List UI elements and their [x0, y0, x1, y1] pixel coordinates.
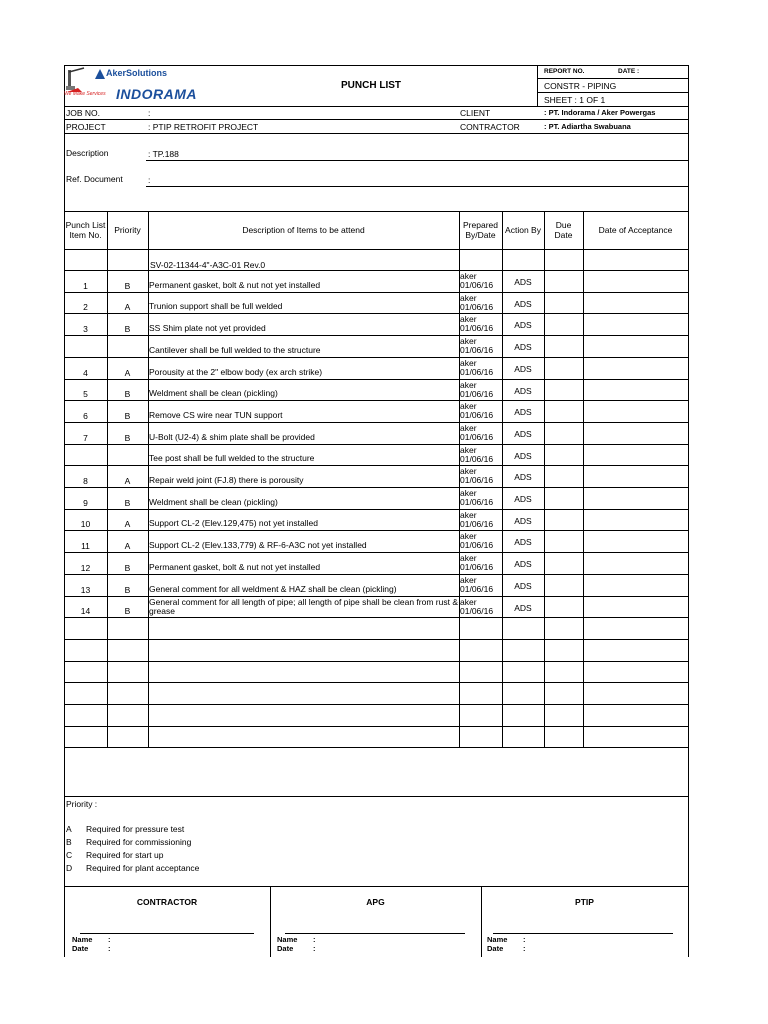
table-row-line — [64, 661, 689, 662]
row-item-no: 11 — [81, 541, 90, 551]
table-row-line — [64, 747, 689, 748]
contractor-date-label: Date — [72, 944, 89, 953]
row-description: U-Bolt (U2-4) & shim plate shall be provided — [149, 432, 315, 442]
aker-logo-text: AkerSolutions — [106, 68, 168, 78]
job-no-label: JOB NO. — [66, 108, 101, 118]
row-prepared-date: 01/06/16 — [460, 540, 494, 550]
legend-code: A — [66, 824, 72, 834]
project-value: : PTIP RETROFIT PROJECT — [148, 122, 259, 132]
row-action-by: ADS — [514, 516, 532, 526]
signature-top-line — [64, 886, 689, 887]
sheet-label: SHEET : 1 OF 1 — [544, 95, 606, 105]
row-action-by: ADS — [514, 407, 532, 417]
row-item-no: 8 — [83, 476, 88, 486]
row-action-by: ADS — [514, 299, 532, 309]
row-description: General comment for all length of pipe; all length of pipe shall be clean from rust & grease — [149, 597, 459, 616]
row-description: Permanent gasket, bolt & nut not yet installed — [149, 562, 321, 572]
row-prepared-date: 01/06/16 — [460, 475, 494, 485]
row-description: Cantilever shall be full welded to the structure — [149, 345, 321, 355]
contractor-name-label: Name — [72, 935, 93, 944]
row-action-by: ADS — [514, 320, 532, 330]
signature-contractor-title: CONTRACTOR — [136, 897, 198, 907]
table-row-line — [64, 639, 689, 640]
row-description: Support CL-2 (Elev.133,779) & RF-6-A3C not yet installed — [149, 540, 367, 550]
row-priority: B — [124, 389, 131, 399]
job-no-value: : — [148, 108, 151, 118]
row-prepared-by: aker — [460, 380, 477, 390]
signature-ptip-title: PTIP — [575, 897, 594, 907]
report-no-label: REPORT NO. — [544, 68, 585, 75]
row-priority: B — [124, 606, 131, 616]
row-prepared-date: 01/06/16 — [460, 302, 494, 312]
row-item-no: 5 — [83, 389, 88, 399]
table-row-line — [64, 335, 689, 336]
header-prepared: Prepared By/Date — [463, 220, 498, 240]
table-row-line — [64, 357, 689, 358]
ptip-name-label: Name — [487, 935, 508, 944]
ptip-date-colon: : — [523, 944, 526, 953]
row-description: Weldment shall be clean (pickling) — [149, 388, 278, 398]
row-action-by: ADS — [514, 451, 532, 461]
table-row-line — [64, 400, 689, 401]
row-description: General comment for all weldment & HAZ shall be clean (pickling) — [149, 584, 397, 594]
legend-text: Required for plant acceptance — [86, 863, 200, 873]
row-description: Trunion support shall be full welded — [149, 301, 283, 311]
table-row-line — [64, 574, 689, 575]
info-mid-line — [64, 119, 689, 120]
row-item-no: 4 — [83, 368, 88, 378]
table-header-line — [64, 249, 689, 250]
row-prepared-by: aker — [460, 423, 477, 433]
row-action-by: ADS — [514, 559, 532, 569]
header-action-by: Action By — [505, 225, 541, 235]
row-action-by: ADS — [514, 537, 532, 547]
info-bottom-line — [64, 133, 689, 134]
row-action-by: ADS — [514, 581, 532, 591]
indorama-logo-text: INDORAMA — [116, 86, 197, 102]
row-action-by: ADS — [514, 494, 532, 504]
table-row-line — [64, 617, 689, 618]
table-ref-line — [64, 270, 689, 271]
row-action-by: ADS — [514, 342, 532, 352]
row-prepared-by: aker — [460, 293, 477, 303]
row-item-no: 2 — [83, 302, 88, 312]
aker-logo-icon — [94, 68, 106, 80]
row-priority: A — [124, 368, 131, 378]
logo-tagline: We Make Services — [64, 91, 106, 97]
signature-line-ptip — [493, 933, 673, 934]
row-priority: A — [124, 519, 131, 529]
row-prepared-date: 01/06/16 — [460, 345, 494, 355]
line-reference: SV-02-11344-4"-A3C-01 Rev.0 — [150, 260, 266, 270]
signature-apg-title: APG — [366, 897, 385, 907]
row-item-no: 7 — [83, 433, 88, 443]
row-priority: B — [124, 281, 131, 291]
row-prepared-date: 01/06/16 — [460, 410, 494, 420]
apg-name-label: Name — [277, 935, 298, 944]
table-row-line — [64, 726, 689, 727]
row-description: Permanent gasket, bolt & nut not yet installed — [149, 280, 321, 290]
signature-line-contractor — [80, 933, 254, 934]
row-action-by: ADS — [514, 277, 532, 287]
row-prepared-by: aker — [460, 510, 477, 520]
table-column-line — [583, 211, 584, 747]
contractor-name-colon: : — [108, 935, 111, 944]
row-item-no: 3 — [83, 324, 88, 334]
contractor-date-colon: : — [108, 944, 111, 953]
header-due-date: Due Date — [554, 220, 573, 240]
row-prepared-date: 01/06/16 — [460, 606, 494, 616]
row-action-by: ADS — [514, 386, 532, 396]
row-prepared-by: aker — [460, 336, 477, 346]
table-column-line — [544, 211, 545, 747]
row-description: Repair weld joint (FJ.8) there is porousity — [149, 475, 304, 485]
row-prepared-by: aker — [460, 553, 477, 563]
row-priority: B — [124, 563, 131, 573]
description-underline — [146, 160, 688, 161]
legend-top-line — [64, 796, 689, 797]
row-action-by: ADS — [514, 429, 532, 439]
table-row-line — [64, 379, 689, 380]
header-description: Description of Items to be attend — [242, 225, 365, 235]
legend-text: Required for commissioning — [86, 837, 192, 847]
page-title: PUNCH LIST — [341, 80, 401, 91]
table-row-line — [64, 509, 689, 510]
company-logos — [64, 64, 204, 106]
legend-text: Required for pressure test — [86, 824, 185, 834]
header-line-1 — [537, 78, 688, 79]
signature-line-apg — [285, 933, 465, 934]
apg-name-colon: : — [313, 935, 316, 944]
legend-text: Required for start up — [86, 850, 164, 860]
client-label: CLIENT — [460, 108, 491, 118]
header-divider — [537, 65, 538, 106]
row-prepared-date: 01/06/16 — [460, 389, 494, 399]
row-priority: B — [124, 433, 131, 443]
table-row-line — [64, 487, 689, 488]
row-description: Tee post shall be full welded to the structure — [149, 453, 315, 463]
table-row-line — [64, 313, 689, 314]
header-line-2 — [537, 92, 688, 93]
row-prepared-by: aker — [460, 401, 477, 411]
row-description: Weldment shall be clean (pickling) — [149, 497, 278, 507]
description-label: Description — [66, 148, 109, 158]
row-item-no: 14 — [80, 606, 91, 616]
row-action-by: ADS — [514, 472, 532, 482]
row-prepared-by: aker — [460, 466, 477, 476]
row-prepared-date: 01/06/16 — [460, 454, 494, 464]
legend-code: B — [66, 837, 72, 847]
table-row-line — [64, 552, 689, 553]
info-top-line — [64, 106, 689, 107]
row-prepared-date: 01/06/16 — [460, 323, 494, 333]
apg-date-label: Date — [277, 944, 294, 953]
priority-legend-title: Priority : — [66, 799, 98, 809]
legend-code: C — [66, 850, 73, 860]
table-row-line — [64, 704, 689, 705]
constr-label: CONSTR - PIPING — [544, 81, 617, 91]
row-prepared-by: aker — [460, 488, 477, 498]
row-priority: B — [124, 585, 131, 595]
header-item-no: Punch List Item No. — [65, 220, 106, 240]
row-item-no: 12 — [80, 563, 91, 573]
row-priority: B — [124, 411, 131, 421]
row-prepared-date: 01/06/16 — [460, 562, 494, 572]
row-item-no: 1 — [83, 281, 88, 291]
description-value: : TP.188 — [148, 149, 179, 159]
table-row-line — [64, 530, 689, 531]
table-row-line — [64, 444, 689, 445]
row-item-no: 6 — [83, 411, 88, 421]
row-priority: A — [124, 302, 131, 312]
row-priority: A — [124, 476, 131, 486]
row-prepared-by: aker — [460, 445, 477, 455]
ptip-name-colon: : — [523, 935, 526, 944]
row-description: SS Shim plate not yet provided — [149, 323, 266, 333]
row-item-no: 9 — [83, 498, 88, 508]
contractor-label: CONTRACTOR — [460, 122, 520, 132]
row-prepared-date: 01/06/16 — [460, 519, 494, 529]
row-prepared-by: aker — [460, 531, 477, 541]
row-item-no: 13 — [80, 585, 91, 595]
project-label: PROJECT — [66, 122, 106, 132]
ptip-date-label: Date — [487, 944, 504, 953]
table-row-line — [64, 292, 689, 293]
row-description: Support CL-2 (Elev.129,475) not yet installed — [149, 518, 318, 528]
row-prepared-by: aker — [460, 597, 477, 607]
header-date-acceptance: Date of Acceptance — [598, 225, 673, 235]
ref-underline — [146, 186, 688, 187]
row-prepared-by: aker — [460, 271, 477, 281]
table-row-line — [64, 422, 689, 423]
contractor-value: : PT. Adiartha Swabuana — [544, 122, 631, 131]
ref-document-value: : — [148, 175, 151, 185]
row-prepared-date: 01/06/16 — [460, 367, 494, 377]
row-prepared-date: 01/06/16 — [460, 280, 494, 290]
frame-left — [64, 65, 65, 957]
row-prepared-by: aker — [460, 314, 477, 324]
row-prepared-by: aker — [460, 358, 477, 368]
apg-date-colon: : — [313, 944, 316, 953]
row-prepared-date: 01/06/16 — [460, 432, 494, 442]
row-item-no: 10 — [80, 519, 91, 529]
row-priority: A — [124, 541, 131, 551]
row-priority: B — [124, 498, 131, 508]
row-description: Porousity at the 2" elbow body (ex arch strike) — [149, 367, 323, 377]
table-row-line — [64, 682, 689, 683]
legend-code: D — [66, 863, 73, 873]
row-priority: B — [124, 324, 131, 334]
client-value: : PT. Indorama / Aker Powergas — [544, 108, 656, 117]
date-label: DATE : — [618, 68, 640, 75]
row-prepared-date: 01/06/16 — [460, 584, 494, 594]
row-action-by: ADS — [514, 603, 532, 613]
frame-right — [688, 65, 689, 957]
row-action-by: ADS — [514, 364, 532, 374]
row-prepared-by: aker — [460, 575, 477, 585]
row-description: Remove CS wire near TUN support — [149, 410, 283, 420]
header-priority: Priority — [114, 225, 141, 235]
ref-document-label: Ref. Document — [66, 174, 123, 184]
table-row-line — [64, 465, 689, 466]
row-prepared-date: 01/06/16 — [460, 497, 494, 507]
